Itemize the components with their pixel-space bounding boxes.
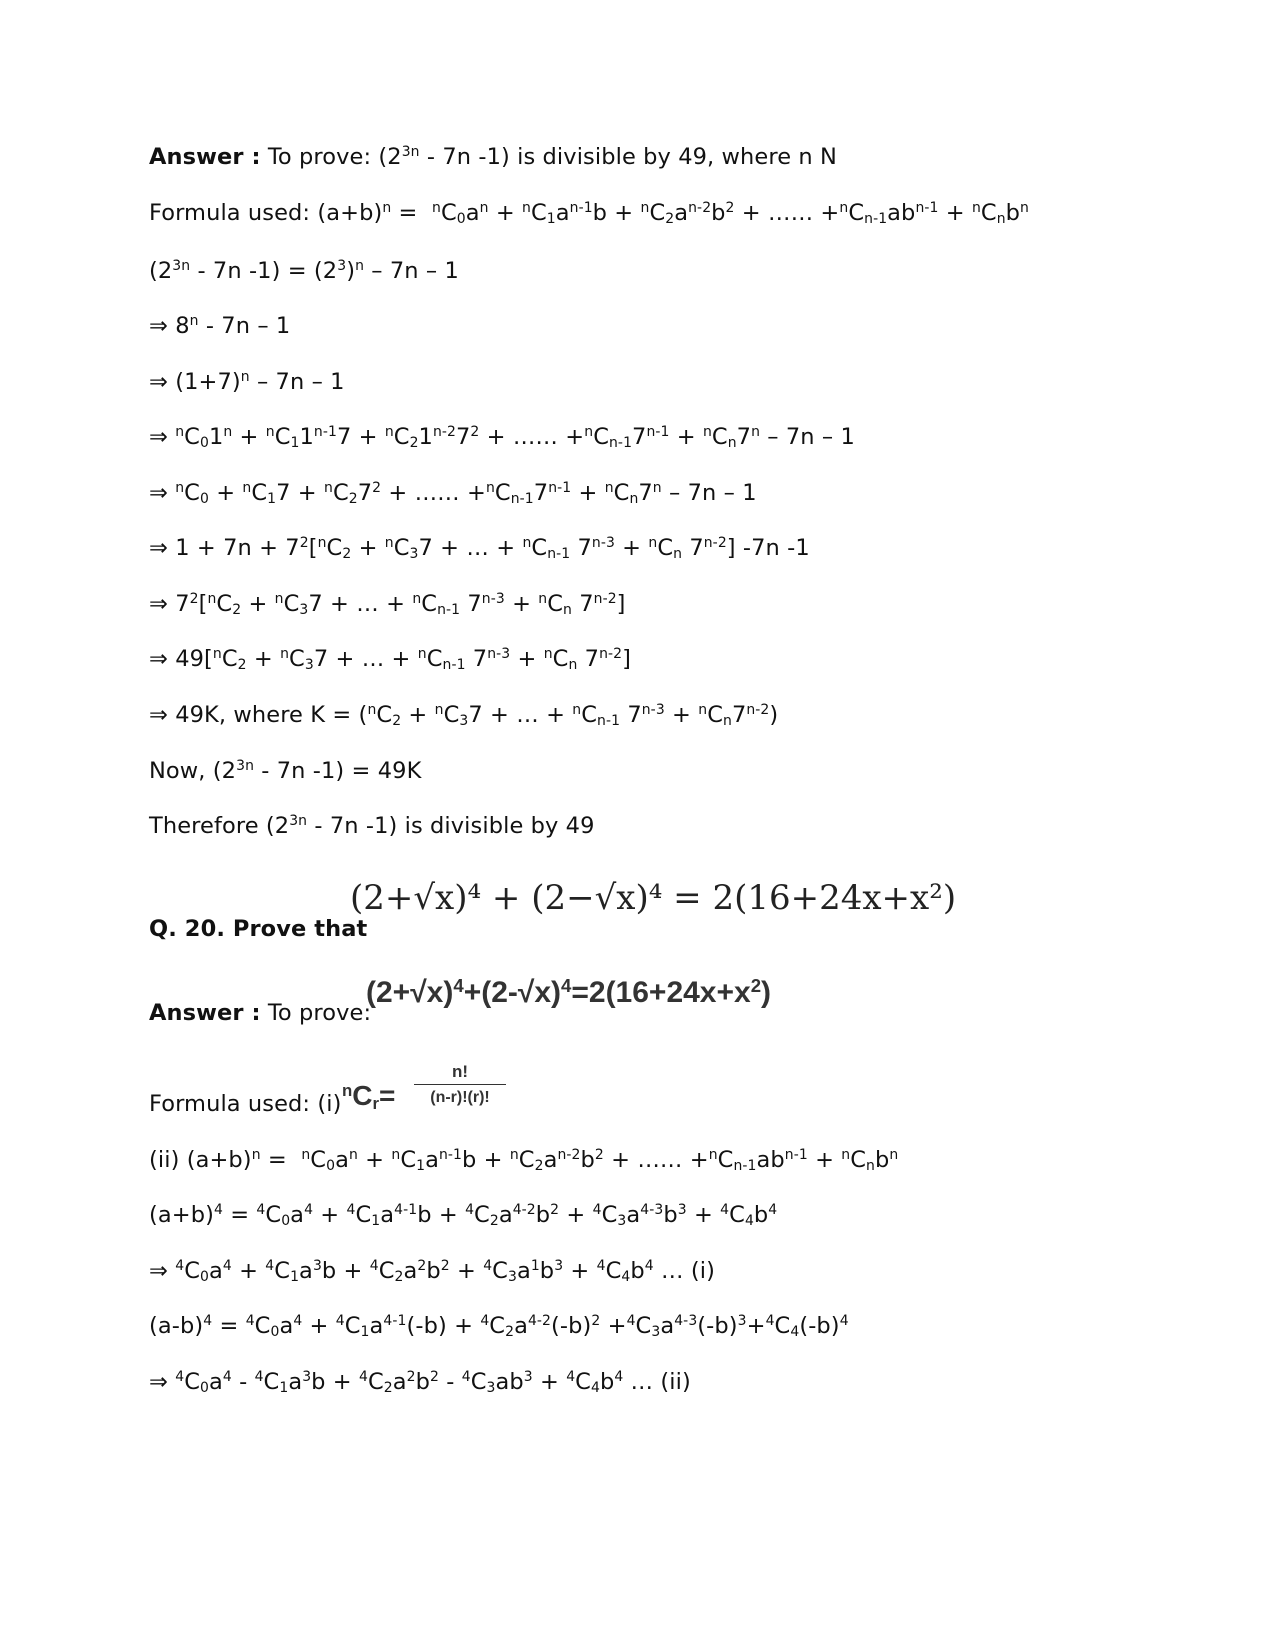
expansion-i: ⇒ $^4C_0a^4 + ^4C_1a^3b + ^4C_2a^2b^2 + ^4C_3a^1b^3 + ^4C_4b^4$ … (i): [149, 1258, 715, 1286]
step-5: ⇒ $^nC_0 + ^nC_17 + ^nC_27^2$ + …… $+^nC_{n-1}7^{n-1} + ^nC_n7^n - 7n - 1$: [149, 480, 757, 508]
step-7: ⇒ $7^2[^nC_2 + ^nC_37$ + … + $^nC_{n-1}$ $7^{n-3} + ^nC_n$ 7$^{n-2}$]: [149, 591, 626, 619]
step-8: ⇒ $49[^nC_2 + ^nC_37$ + … + $^nC_{n-1}$ $7^{n-3} + ^nC_n$ 7$^{n-2}$]: [149, 646, 631, 674]
expansion-a-minus-b: $(a-b)^4 = ^4C_0a^4 + ^4C_1a^{4-1}(-b) + ^4C_2a^{4-2}(-b)^2 +^4C_3a^{4-3}(-b)^3+^4C_4(-b)^4$: [149, 1313, 849, 1341]
formula-i-label: Formula used: (i): [149, 1091, 342, 1117]
answer-line-2: Answer : To prove:: [149, 1000, 372, 1026]
therefore-line: Therefore ($2^{3n} - 7n$ -1) is divisible by 49: [149, 813, 595, 839]
step-2: ⇒ 8$^n$ - 7n – 1: [149, 313, 291, 339]
formula-line-1: Formula used: $(a+b)^n = ^nC_0a^n + ^nC_1a^{n-1}b + ^nC_2a^{n-2}b^2$ + …… $+^nC_{n-1}ab^{n-1} + ^nC_nb^n$: [149, 200, 1029, 228]
document-page: Answer : To prove: ($2^{3n} - 7n$ -1) is divisible by 49, where n N Formula used: $(a+b)^n = ^nC_0a^n + ^nC_1a^{n-1}b + ^nC_2a^{n-2}b^2$ + …… $+^nC_{n-1}ab^{n-1} + ^nC_nb^n$ ($2^{3n} - 7n$ $-1) = (2^3)^n - 7n - 1$ ⇒ 8$^n$ - 7n – 1 ⇒ $(1+7)^n - 7n - 1$ ⇒ $^nC_01^n + ^nC_11^{n-1}7 + ^nC_21^{n-2}7^2$ + …… $+^nC_{n-1}7^{n-1} + ^nC_n7^n - 7n - 1$ ⇒ $^nC_0 + ^nC_17 + ^nC_27^2$ + …… $+^nC_{n-1}7^{n-1} + ^nC_n7^n - 7n - 1$ ⇒ $1 + 7n + 7^2[^nC_2 + ^nC_37$ + … + $^nC_{n-1}$ $7^{n-3} + ^nC_n$ 7$^{n-2}$] -7n -1 ⇒ $7^2[^nC_2 + ^nC_37$ + … + $^nC_{n-1}$ $7^{n-3} + ^nC_n$ 7$^{n-2}$] ⇒ $49[^nC_2 + ^nC_37$ + … + $^nC_{n-1}$ $7^{n-3} + ^nC_n$ 7$^{n-2}$] ⇒ 49K, where $K = (^nC_2 + ^nC_37$ + … + $^nC_{n-1}$ $7^{n-3} + ^nC_n7^{n-2}$) Now, ($2^{3n} - 7n$ -1) = 49K Therefore ($2^{3n} - 7n$ -1) is divisible by 49 Q. 20. Prove that (2+√x)⁴ + (2−√x)⁴ = 2(16+24x+x²) Answer : To prove: $(2+√x)^4+(2-√x)^4=2(16+24x+x^2)$ Formula used: (i) $^nC_r=$ n! (n-r)!(r)! (ii) $(a+b)^n = ^nC_0a^n + ^nC_1a^{n-1}b + ^nC_2a^{n-2}b^2$ + …… $+^nC_{n-1}ab^{n-1} + ^nC_nb^n$ $(a+b)^4 = ^4C_0a^4 + ^4C_1a^{4-1}b + ^4C_2a^{4-2}b^2 + ^4C_3a^{4-3}b^3 + ^4C_4b^4$ ⇒ $^4C_0a^4 + ^4C_1a^3b + ^4C_2a^2b^2 + ^4C_3a^1b^3 + ^4C_4b^4$ … (i) $(a-b)^4 = ^4C_0a^4 + ^4C_1a^{4-1}(-b) + ^4C_2a^{4-2}(-b)^2 +^4C_3a^{4-3}(-b)^3+^4C_4(-b)^4$ ⇒ $^4C_0a^4 - ^4C_1a^3b + ^4C_2a^2b^2 - ^4C_3ab^3 + ^4C_4b^4$ … (ii): [149, 144, 1029, 1397]
formula-ii-line: (ii) $(a+b)^n = ^nC_0a^n + ^nC_1a^{n-1}b + ^nC_2a^{n-2}b^2$ + …… $+^nC_{n-1}ab^{n-1} + ^nC_nb^n$: [149, 1147, 899, 1175]
now-line: Now, ($2^{3n} - 7n$ -1) = 49K: [149, 758, 422, 784]
answer-label: Answer :: [149, 144, 261, 170]
answer-2-equation: $(2+√x)^4+(2-√x)^4=2(16+24x+x^2)$: [366, 974, 772, 1009]
expansion-ii: ⇒ $^4C_0a^4 - ^4C_1a^3b + ^4C_2a^2b^2 - ^4C_3ab^3 + ^4C_4b^4$ … (ii): [149, 1369, 691, 1397]
step-9: ⇒ 49K, where $K = (^nC_2 + ^nC_37$ + … + $^nC_{n-1}$ $7^{n-3} + ^nC_n7^{n-2}$): [149, 702, 779, 730]
answer-line-1: Answer : To prove: ($2^{3n} - 7n$ -1) is divisible by 49, where n N: [149, 144, 837, 170]
expansion-a-plus-b: $(a+b)^4 = ^4C_0a^4 + ^4C_1a^{4-1}b + ^4C_2a^{4-2}b^2 + ^4C_3a^{4-3}b^3 + ^4C_4b^4$: [149, 1202, 778, 1230]
step-1: ($2^{3n} - 7n$ $-1) = (2^3)^n - 7n - 1$: [149, 258, 459, 284]
question-20-label: Q. 20. Prove that: [149, 916, 368, 942]
step-6: ⇒ $1 + 7n + 7^2[^nC_2 + ^nC_37$ + … + $^nC_{n-1}$ $7^{n-3} + ^nC_n$ 7$^{n-2}$] -7n -1: [149, 535, 810, 563]
question-20-equation: (2+√x)⁴ + (2−√x)⁴ = 2(16+24x+x²): [350, 878, 957, 918]
step-4: ⇒ $^nC_01^n + ^nC_11^{n-1}7 + ^nC_21^{n-2}7^2$ + …… $+^nC_{n-1}7^{n-1} + ^nC_n7^n - 7n - 1$: [149, 424, 855, 452]
step-3: ⇒ $(1+7)^n - 7n - 1$: [149, 369, 345, 395]
